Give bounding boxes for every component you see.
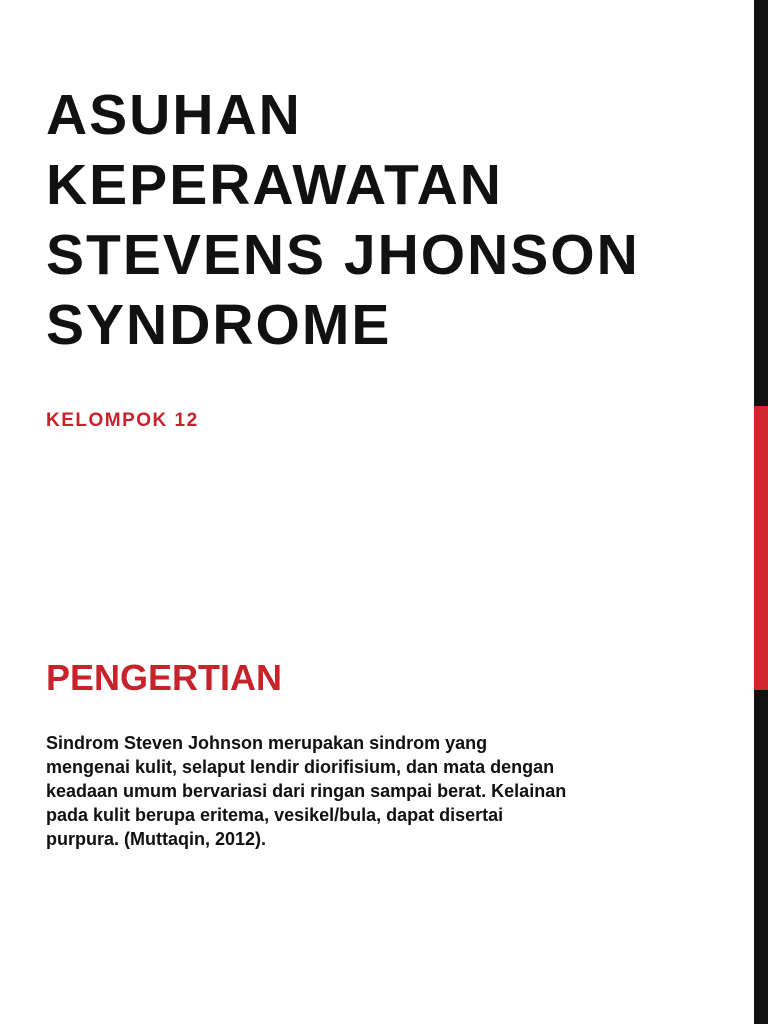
section-heading: PENGERTIAN <box>46 657 283 698</box>
body-line-1: Sindrom Steven Johnson merupakan sindrom yang <box>46 733 488 753</box>
title-line-3: STEVENS JHONSON <box>46 223 640 287</box>
body-line-2: mengenai kulit, selaput lendir diorifisium, dan mata dengan <box>46 757 555 777</box>
slide-subtitle: KELOMPOK 12 <box>46 410 199 431</box>
section-body <box>46 731 686 851</box>
body-line-5: purpura. (Muttaqin, 2012). <box>46 829 267 849</box>
title-line-2: KEPERAWATAN <box>46 153 503 217</box>
side-bar-accent <box>754 406 768 690</box>
body-line-3: keadaan umum bervariasi dari ringan sampai berat. Kelainan <box>46 781 567 801</box>
title-line-1: ASUHAN <box>46 83 302 147</box>
body-line-4: pada kulit berupa eritema, vesikel/bula, dapat disertai <box>46 805 504 825</box>
title-line-4: SYNDROME <box>46 293 392 357</box>
slide-title <box>46 80 736 360</box>
